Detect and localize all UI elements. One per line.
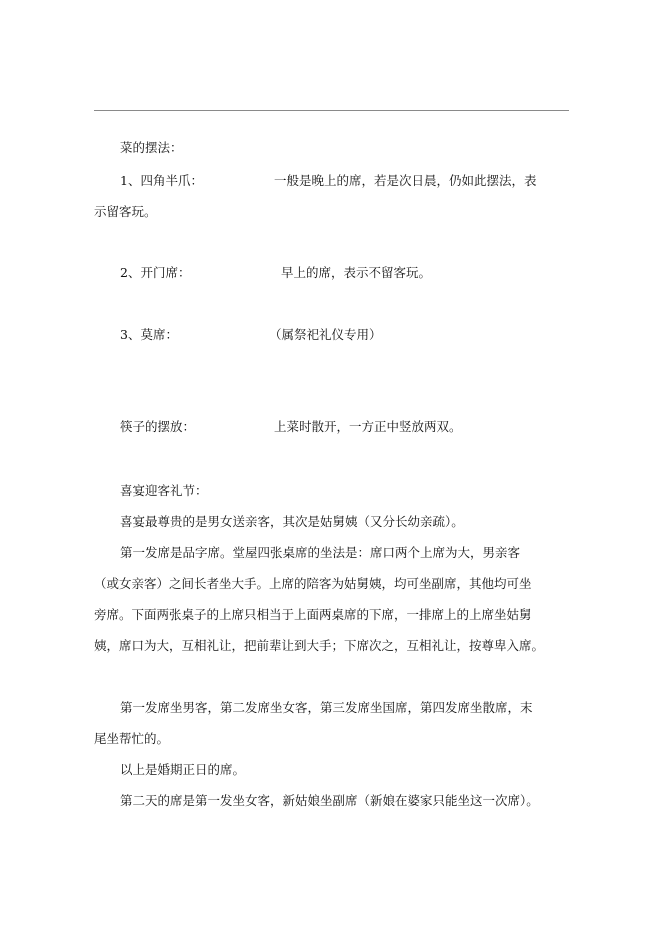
wedding-p3-line1: 第一发席坐男客，第二发席坐女客，第三发席坐国席，第四发席坐散席，末 <box>120 700 533 715</box>
wedding-p4: 以上是婚期正日的席。 <box>120 762 246 777</box>
wedding-p2-line3: 旁席。下面两张桌子的上席只相当于上面两桌席的下席，一排席上的上席坐姑舅 <box>94 607 532 622</box>
item1-desc-line1: 一般是晚上的席，若是次日晨，仍如此摆法，表 <box>274 173 537 188</box>
item3-desc: （属祭祀礼仪专用） <box>269 327 382 342</box>
item2-desc: 早上的席，表示不留客玩。 <box>281 265 432 280</box>
item3-label: 3、莫席： <box>120 327 178 342</box>
wedding-p2-line1: 第一发席是品字席。堂屋四张桌席的坐法是：席口两个上席为大，男亲客 <box>120 545 521 560</box>
wedding-heading: 喜宴迎客礼节： <box>120 483 208 498</box>
wedding-p2-line2: （或女亲客）之间长者坐大手。上席的陪客为姑舅姨，均可坐副席，其他均可坐 <box>94 576 532 591</box>
wedding-p3-line2: 尾坐帮忙的。 <box>94 731 170 746</box>
item2-label: 2、开门席： <box>120 265 191 280</box>
item1-label: 1、四角半爪： <box>120 173 203 188</box>
chopsticks-desc: 上菜时散开，一方正中竖放两双。 <box>274 419 462 434</box>
wedding-p5: 第二天的席是第一发坐女客，新姑娘坐副席（新娘在婆家只能坐这一次席）。 <box>120 793 539 808</box>
item1-desc-line2: 示留客玩。 <box>94 204 157 219</box>
arrangement-heading: 菜的摆法： <box>120 140 183 155</box>
chopsticks-label: 筷子的摆放： <box>120 419 196 434</box>
wedding-p1: 喜宴最尊贵的是男女送亲客，其次是姑舅姨（又分长幼亲疏）。 <box>120 514 464 529</box>
header-rule <box>94 110 569 111</box>
wedding-p2-line4: 姨，席口为大，互相礼让，把前辈让到大手；下席次之，互相礼让，按尊卑入席。 <box>94 638 545 653</box>
